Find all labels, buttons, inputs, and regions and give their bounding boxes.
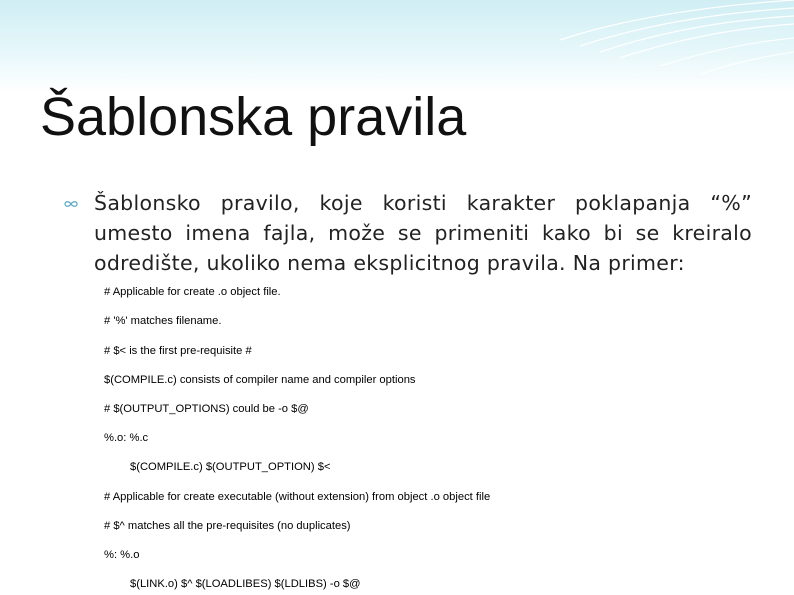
code-line: # Applicable for create .o object file. bbox=[104, 286, 281, 298]
bullet-text: Šablonsko pravilo, koje koristi karakter poklapanja “%” umesto imena fajla, može se primeniti kako bi se kreiralo odredište, ukoliko nema eksplicitnog pravila. Na primer: bbox=[94, 191, 752, 275]
code-line: # $^ matches all the pre-requisites (no duplicates) bbox=[104, 520, 351, 532]
wave-decoration bbox=[0, 0, 794, 92]
header-banner bbox=[0, 0, 794, 92]
code-line: $(LINK.o) $^ $(LOADLIBES) $(LDLIBS) -o $@ bbox=[130, 578, 361, 590]
code-line: %.o: %.c bbox=[104, 432, 149, 444]
code-line: $(COMPILE.c) $(OUTPUT_OPTION) $< bbox=[130, 461, 331, 473]
code-line: # '%' matches filename. bbox=[104, 315, 222, 327]
code-line: $(COMPILE.c) consists of compiler name and compiler options bbox=[104, 374, 416, 386]
code-line: # $(OUTPUT_OPTIONS) could be -o $@ bbox=[104, 403, 309, 415]
infinity-bullet-icon bbox=[64, 200, 78, 208]
code-line: %: %.o bbox=[104, 549, 140, 561]
code-line: # $< is the first pre-requisite # bbox=[104, 345, 252, 357]
slide-title: Šablonska pravila bbox=[40, 87, 467, 147]
code-line: # Applicable for create executable (without extension) from object .o object file bbox=[104, 491, 491, 503]
